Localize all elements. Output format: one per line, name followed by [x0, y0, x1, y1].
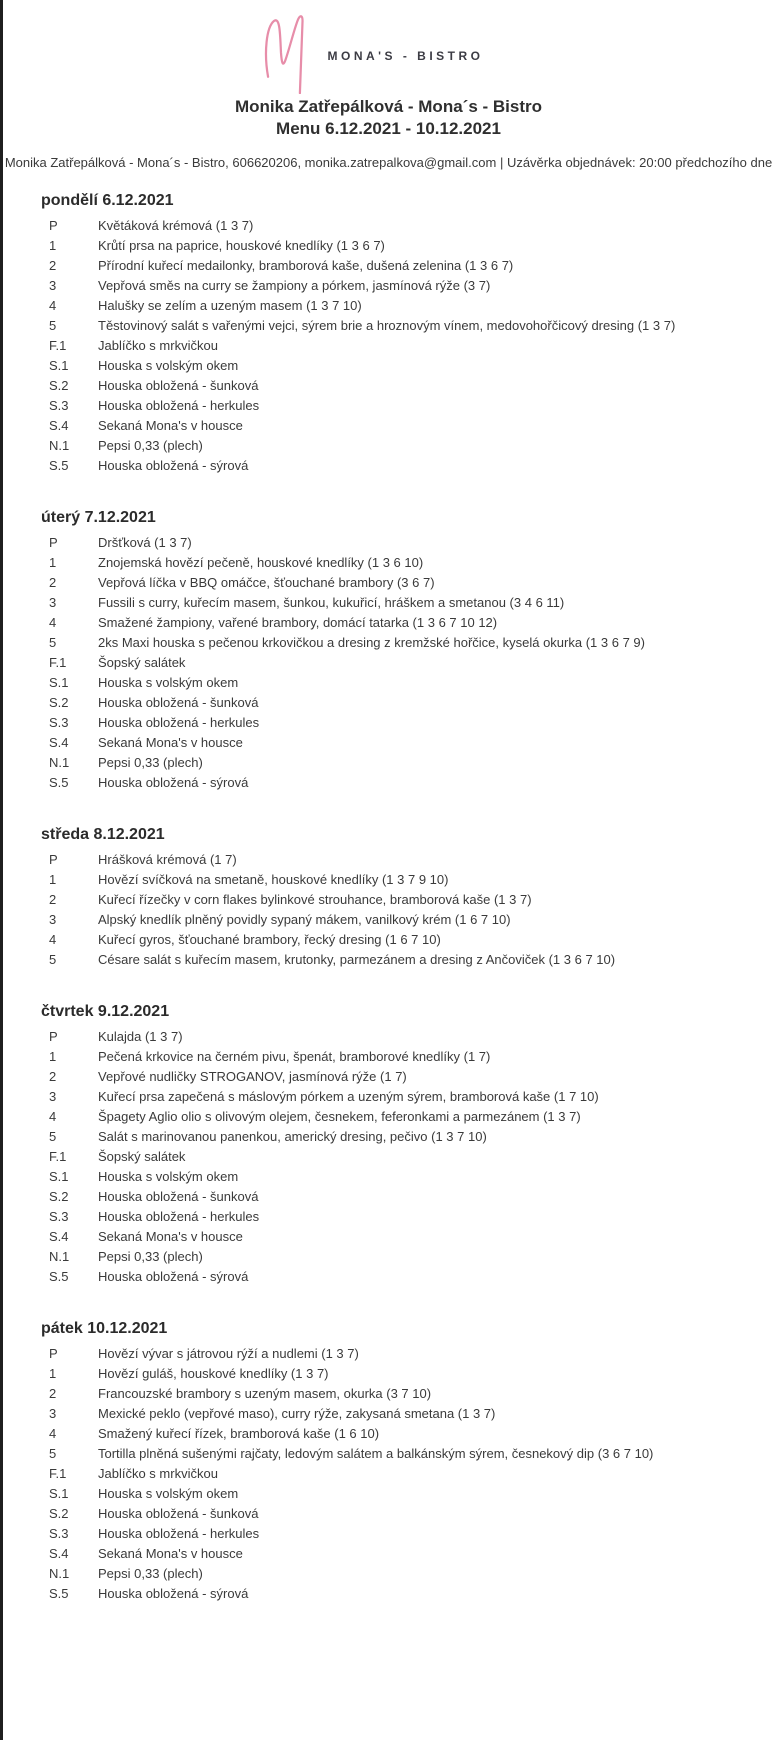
- menu-item-code: S.1: [49, 1169, 69, 1184]
- day-section: [41, 509, 754, 793]
- menu-item-row: [41, 1424, 754, 1444]
- menu-item-row: [41, 1344, 754, 1364]
- menu-item-name: Houska obložená - herkules: [98, 715, 260, 730]
- menu-item-row: [41, 633, 754, 653]
- menu-item-code: S.3: [49, 715, 69, 730]
- menu-item-row: [41, 693, 754, 713]
- menu-item-name: Vepřová směs na curry se žampiony a pórkem, jasmínová rýže (3 7): [98, 278, 491, 293]
- day-items: [41, 533, 754, 793]
- menu-item-row: [41, 456, 754, 476]
- menu-item-code: F.1: [49, 1149, 67, 1164]
- menu-item-name: Houska obložená - herkules: [98, 398, 260, 413]
- menu-item-row: [41, 1087, 754, 1107]
- menu-item-code: P: [49, 1029, 58, 1044]
- menu-item-name: Jablíčko s mrkvičkou: [98, 1466, 218, 1481]
- menu-item-name: Sekaná Mona's v housce: [98, 1229, 243, 1244]
- menu-item-name: Smažené žampiony, vařené brambory, domácí tatarka (1 3 6 7 10 12): [98, 615, 498, 630]
- menu-item-code: S.3: [49, 1209, 69, 1224]
- menu-item-name: Dršťková (1 3 7): [98, 535, 192, 550]
- day-section: [41, 1003, 754, 1287]
- menu-item-code: 2: [49, 1386, 57, 1401]
- menu-item-code: 4: [49, 1426, 57, 1441]
- day-items: [41, 1344, 754, 1604]
- menu-item-row: [41, 436, 754, 456]
- menu-item-name: Hovězí guláš, houskové knedlíky (1 3 7): [98, 1366, 329, 1381]
- menu-item-code: 5: [49, 318, 57, 333]
- menu-item-row: [41, 773, 754, 793]
- menu-item-name: Houska obložená - herkules: [98, 1209, 260, 1224]
- menu-item-row: [41, 653, 754, 673]
- menu-item-row: [41, 256, 754, 276]
- menu-item-row: [41, 1067, 754, 1087]
- brand-logo: [0, 0, 758, 94]
- menu-item-name: Alpský knedlík plněný povidly sypaný mákem, vanilkový krém (1 6 7 10): [98, 912, 511, 927]
- menu-item-row: [41, 1384, 754, 1404]
- menu-item-name: Mexické peklo (vepřové maso), curry rýže, zakysaná smetana (1 3 7): [98, 1406, 496, 1421]
- menu-item-name: Krůtí prsa na paprice, houskové knedlíky (1 3 6 7): [98, 238, 385, 253]
- menu-item-code: 2: [49, 892, 57, 907]
- menu-item-row: [41, 356, 754, 376]
- contact-line: Monika Zatřepálková - Mona´s - Bistro, 606620206, monika.zatrepalkova@gmail.com | Uzávěrka objednávek: 20:00 předchozího dne: [4, 155, 773, 170]
- menu-item-name: Houska s volským okem: [98, 1169, 239, 1184]
- menu-item-row: [41, 753, 754, 773]
- menu-item-name: Pepsi 0,33 (plech): [98, 755, 203, 770]
- menu-item-row: [41, 1267, 754, 1287]
- day-title: pátek 10.12.2021: [41, 1320, 168, 1337]
- menu-item-code: 1: [49, 1049, 57, 1064]
- menu-item-name: Houska obložená - sýrová: [98, 458, 249, 473]
- menu-item-name: Sekaná Mona's v housce: [98, 1546, 243, 1561]
- menu-item-code: S.3: [49, 398, 69, 413]
- menu-item-code: S.5: [49, 775, 69, 790]
- menu-item-row: [41, 850, 754, 870]
- menu-item-row: [41, 1404, 754, 1424]
- menu-item-code: S.5: [49, 1586, 69, 1601]
- menu-item-code: 4: [49, 615, 57, 630]
- page-subtitle: Menu 6.12.2021 - 10.12.2021: [276, 119, 501, 138]
- menu-item-name: Kuřecí gyros, šťouchané brambory, řecký dresing (1 6 7 10): [98, 932, 441, 947]
- menu-days: [3, 192, 774, 1652]
- menu-item-name: Césare salát s kuřecím masem, krutonky, parmezánem a dresing z Ančoviček (1 3 6 7 10): [98, 952, 616, 967]
- page-title: Monika Zatřepálková - Mona´s - Bistro: [235, 97, 542, 116]
- menu-item-code: S.1: [49, 675, 69, 690]
- menu-item-row: [41, 553, 754, 573]
- menu-item-name: Salát s marinovanou panenkou, americký dresing, pečivo (1 3 7 10): [98, 1129, 487, 1144]
- menu-item-row: [41, 950, 754, 970]
- menu-item-code: S.1: [49, 1486, 69, 1501]
- menu-item-code: 3: [49, 1089, 57, 1104]
- menu-item-name: Houska s volským okem: [98, 358, 239, 373]
- menu-item-name: Květáková krémová (1 3 7): [98, 218, 254, 233]
- day-section: [41, 1320, 754, 1604]
- menu-item-code: S.1: [49, 358, 69, 373]
- menu-item-code: 3: [49, 1406, 57, 1421]
- menu-item-code: F.1: [49, 655, 67, 670]
- day-title: středa 8.12.2021: [41, 826, 165, 843]
- menu-item-name: Přírodní kuřecí medailonky, bramborová kaše, dušená zelenina (1 3 6 7): [98, 258, 514, 273]
- menu-item-row: [41, 1504, 754, 1524]
- menu-item-code: 5: [49, 952, 57, 967]
- menu-item-row: [41, 1207, 754, 1227]
- menu-item-row: [41, 1524, 754, 1544]
- menu-item-name: Sekaná Mona's v housce: [98, 418, 243, 433]
- menu-item-name: Houska obložená - šunková: [98, 1506, 259, 1521]
- menu-item-name: Francouzské brambory s uzeným masem, okurka (3 7 10): [98, 1386, 432, 1401]
- day-items: [41, 1027, 754, 1287]
- menu-item-code: F.1: [49, 338, 67, 353]
- menu-item-name: Pepsi 0,33 (plech): [98, 1566, 203, 1581]
- menu-item-code: S.4: [49, 418, 69, 433]
- menu-item-row: [41, 533, 754, 553]
- menu-item-row: [41, 1047, 754, 1067]
- menu-item-code: N.1: [49, 755, 70, 770]
- menu-item-row: [41, 613, 754, 633]
- menu-item-name: Šopský salátek: [98, 655, 186, 670]
- menu-item-row: [41, 733, 754, 753]
- menu-item-name: Houska s volským okem: [98, 675, 239, 690]
- menu-item-name: Houska obložená - šunková: [98, 378, 259, 393]
- menu-item-name: Houska obložená - šunková: [98, 1189, 259, 1204]
- day-items: [41, 850, 754, 970]
- menu-item-name: Hovězí vývar s játrovou rýží a nudlemi (1 3 7): [98, 1346, 359, 1361]
- menu-item-row: [41, 396, 754, 416]
- menu-item-code: P: [49, 218, 58, 233]
- menu-item-row: [41, 336, 754, 356]
- menu-item-row: [41, 1147, 754, 1167]
- menu-item-name: Těstovinový salát s vařenými vejci, sýrem brie a hroznovým vínem, medovohořčicový dresing (1 3 7): [98, 318, 676, 333]
- menu-item-code: S.2: [49, 378, 69, 393]
- menu-item-code: 5: [49, 1446, 57, 1461]
- menu-item-code: 5: [49, 635, 57, 650]
- menu-item-name: Hrášková krémová (1 7): [98, 852, 237, 867]
- menu-item-name: Vepřová líčka v BBQ omáčce, šťouchané brambory (3 6 7): [98, 575, 435, 590]
- menu-item-row: [41, 1444, 754, 1464]
- monogram-m-icon: [261, 8, 313, 94]
- menu-item-row: [41, 1364, 754, 1384]
- menu-item-row: [41, 1107, 754, 1127]
- menu-item-code: S.4: [49, 1229, 69, 1244]
- menu-item-code: S.2: [49, 1189, 69, 1204]
- menu-item-code: 1: [49, 872, 57, 887]
- menu-item-name: Houska obložená - sýrová: [98, 775, 249, 790]
- day-title: úterý 7.12.2021: [41, 509, 156, 526]
- menu-item-row: [41, 1167, 754, 1187]
- menu-item-row: [41, 276, 754, 296]
- menu-item-name: Kulajda (1 3 7): [98, 1029, 183, 1044]
- menu-item-name: Vepřové nudličky STROGANOV, jasmínová rýže (1 7): [98, 1069, 407, 1084]
- menu-item-code: 4: [49, 298, 57, 313]
- menu-item-code: S.3: [49, 1526, 69, 1541]
- menu-item-code: S.2: [49, 695, 69, 710]
- menu-item-row: [41, 1187, 754, 1207]
- menu-item-name: Kuřecí prsa zapečená s máslovým pórkem a uzeným sýrem, bramborová kaše (1 7 10): [98, 1089, 599, 1104]
- menu-item-name: Znojemská hovězí pečeně, houskové knedlíky (1 3 6 10): [98, 555, 424, 570]
- menu-item-code: 2: [49, 575, 57, 590]
- menu-item-code: 4: [49, 1109, 57, 1124]
- menu-item-row: [41, 1564, 754, 1584]
- menu-item-name: Houska obložená - herkules: [98, 1526, 260, 1541]
- menu-item-code: P: [49, 1346, 58, 1361]
- menu-item-code: S.4: [49, 735, 69, 750]
- menu-item-name: Houska obložená - sýrová: [98, 1586, 249, 1601]
- menu-item-name: Fussili s curry, kuřecím masem, šunkou, kukuřicí, hráškem a smetanou (3 4 6 11): [98, 595, 565, 610]
- brand-wordmark: MONA'S - BISTRO: [327, 49, 484, 63]
- menu-item-name: Halušky se zelím a uzeným masem (1 3 7 10): [98, 298, 362, 313]
- menu-item-code: N.1: [49, 438, 70, 453]
- menu-item-name: Sekaná Mona's v housce: [98, 735, 243, 750]
- menu-item-row: [41, 593, 754, 613]
- menu-item-code: 1: [49, 555, 57, 570]
- menu-item-code: 1: [49, 238, 57, 253]
- menu-item-row: [41, 1484, 754, 1504]
- menu-item-row: [41, 1027, 754, 1047]
- menu-item-name: Šopský salátek: [98, 1149, 186, 1164]
- menu-item-row: [41, 1227, 754, 1247]
- menu-item-row: [41, 216, 754, 236]
- menu-item-code: 5: [49, 1129, 57, 1144]
- menu-item-name: Smažený kuřecí řízek, bramborová kaše (1 6 10): [98, 1426, 380, 1441]
- menu-item-name: Houska s volským okem: [98, 1486, 239, 1501]
- day-title: pondělí 6.12.2021: [41, 192, 174, 209]
- menu-item-name: Špagety Aglio olio s olivovým olejem, česnekem, feferonkami a parmezánem (1 3 7): [98, 1109, 581, 1124]
- menu-item-code: P: [49, 535, 58, 550]
- menu-item-name: Kuřecí řízečky v corn flakes bylinkové strouhance, bramborová kaše (1 3 7): [98, 892, 532, 907]
- menu-item-code: S.5: [49, 1269, 69, 1284]
- page-header: [3, 0, 774, 170]
- day-section: [41, 192, 754, 476]
- menu-item-row: [41, 910, 754, 930]
- menu-item-name: Tortilla plněná sušenými rajčaty, ledovým salátem a balkánským sýrem, česnekový dip (3 6 7 10): [98, 1446, 654, 1461]
- menu-item-row: [41, 1127, 754, 1147]
- menu-item-row: [41, 890, 754, 910]
- day-items: [41, 216, 754, 476]
- menu-item-code: 2: [49, 258, 57, 273]
- menu-item-code: N.1: [49, 1249, 70, 1264]
- menu-item-code: 1: [49, 1366, 57, 1381]
- menu-item-name: Houska obložená - sýrová: [98, 1269, 249, 1284]
- day-title: čtvrtek 9.12.2021: [41, 1003, 170, 1020]
- menu-item-row: [41, 870, 754, 890]
- menu-item-name: Pepsi 0,33 (plech): [98, 438, 203, 453]
- menu-item-code: 2: [49, 1069, 57, 1084]
- menu-item-row: [41, 416, 754, 436]
- menu-item-code: 3: [49, 912, 57, 927]
- menu-item-row: [41, 573, 754, 593]
- menu-item-code: S.2: [49, 1506, 69, 1521]
- menu-item-code: S.4: [49, 1546, 69, 1561]
- menu-item-row: [41, 376, 754, 396]
- menu-item-name: 2ks Maxi houska s pečenou krkovičkou a dresing z kremžské hořčice, kyselá okurka (1 3 6 7 9): [98, 635, 645, 650]
- menu-item-row: [41, 930, 754, 950]
- menu-item-code: S.5: [49, 458, 69, 473]
- menu-item-row: [41, 1544, 754, 1564]
- menu-item-row: [41, 316, 754, 336]
- menu-item-row: [41, 236, 754, 256]
- menu-item-name: Pepsi 0,33 (plech): [98, 1249, 203, 1264]
- menu-item-name: Hovězí svíčková na smetaně, houskové knedlíky (1 3 7 9 10): [98, 872, 449, 887]
- menu-item-code: F.1: [49, 1466, 67, 1481]
- menu-item-code: 3: [49, 595, 57, 610]
- menu-item-name: Houska obložená - šunková: [98, 695, 259, 710]
- menu-item-name: Jablíčko s mrkvičkou: [98, 338, 218, 353]
- menu-item-code: 4: [49, 932, 57, 947]
- menu-item-code: 3: [49, 278, 57, 293]
- menu-item-row: [41, 1464, 754, 1484]
- menu-item-row: [41, 1584, 754, 1604]
- menu-item-row: [41, 713, 754, 733]
- menu-item-row: [41, 296, 754, 316]
- menu-item-name: Pečená krkovice na černém pivu, špenát, bramborové knedlíky (1 7): [98, 1049, 491, 1064]
- menu-item-row: [41, 673, 754, 693]
- menu-item-code: P: [49, 852, 58, 867]
- menu-item-row: [41, 1247, 754, 1267]
- day-section: [41, 826, 754, 970]
- menu-item-code: N.1: [49, 1566, 70, 1581]
